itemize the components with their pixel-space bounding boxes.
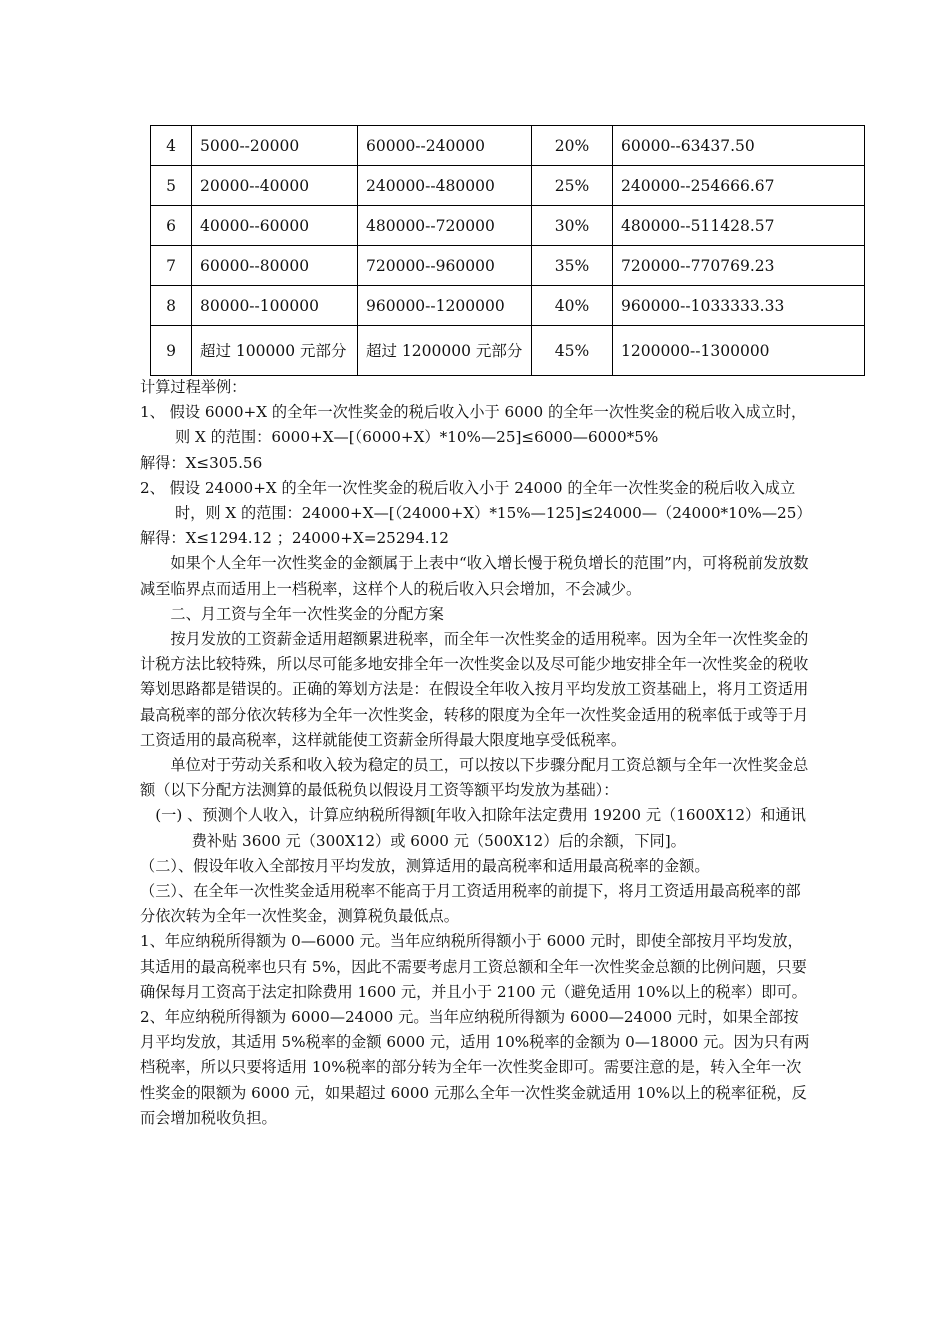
critical-range-cell: 960000--1033333.33 xyxy=(613,286,865,326)
section-label: 计算过程举例： xyxy=(140,378,247,396)
annual-range-cell: 超过 1200000 元部分 xyxy=(358,326,532,376)
rate-cell: 25% xyxy=(532,166,613,206)
rate-cell: 20% xyxy=(532,126,613,166)
monthly-range-cell: 60000--80000 xyxy=(192,246,358,286)
step-3: （三）、在全年一次性奖金适用税率不能高于月工资适用税率的前提下，将月工资适用最高税率的部分依次转为全年一次性奖金，测算税负最低点。 xyxy=(140,882,801,926)
example-1-solution: 解得：X≤305.56 xyxy=(140,453,263,472)
tax-rate-table xyxy=(150,125,865,376)
example-1: 1、 假设 6000+X 的全年一次性奖金的税后收入小于 6000 的全年一次性奖金的税后收入成立时，则 X 的范围：6000+X—[（6000+X）*10%—25]≤6000—6000*5% xyxy=(140,403,807,447)
step-2: （二）、假设年收入全部按月平均发放，测算适用的最高税率和适用最高税率的金额。 xyxy=(140,856,710,875)
level-cell: 8 xyxy=(151,286,192,326)
level-cell: 9 xyxy=(151,326,192,376)
monthly-range-cell: 40000--60000 xyxy=(192,206,358,246)
level-cell: 5 xyxy=(151,166,192,206)
example-2: 2、 假设 24000+X 的全年一次性奖金的税后收入小于 24000 的全年一次性奖金的税后收入成立时，则 X 的范围：24000+X—[（24000+X）*15%—125]≤24000—（24000*10%—25） xyxy=(140,478,812,523)
critical-range-cell: 60000--63437.50 xyxy=(613,126,865,166)
monthly-range-cell: 超过 100000 元部分 xyxy=(192,326,358,376)
annual-range-cell: 60000--240000 xyxy=(358,126,532,166)
annual-range-cell: 240000--480000 xyxy=(358,166,532,206)
critical-range-cell: 720000--770769.23 xyxy=(613,246,865,286)
table-row xyxy=(151,206,865,246)
annual-range-cell: 720000--960000 xyxy=(358,246,532,286)
rate-cell: 35% xyxy=(532,246,613,286)
critical-range-cell: 480000--511428.57 xyxy=(613,206,865,246)
monthly-range-cell: 20000--40000 xyxy=(192,166,358,206)
table-row xyxy=(151,166,865,206)
table-row xyxy=(151,326,865,376)
table-row xyxy=(151,286,865,326)
monthly-range-cell: 5000--20000 xyxy=(192,126,358,166)
case-2: 2、年应纳税所得额为 6000—24000 元。当年应纳税所得额为 6000—24000 元时，如果全部按月平均发放，其适用 5%税率的金额 6000 元，适用 10%税率的金额为 0—18000 元。因为只有两档税率，所以只要将适用 10%税率的部分转为全年一次性奖金即可。需要注意的是，转入全年一次性奖金的限额为 6000 元，如果超过 6000 元那么全年一次性奖金就适用 10%以上的税率征税，反而会增加税收负担。 xyxy=(140,1008,810,1127)
level-cell: 7 xyxy=(151,246,192,286)
monthly-range-cell: 80000--100000 xyxy=(192,286,358,326)
rate-cell: 45% xyxy=(532,326,613,376)
body-text xyxy=(140,375,812,1131)
example-2-solution: 解得：X≤1294.12 ；24000+X=25294.12 xyxy=(140,529,449,548)
paragraph: 按月发放的工资薪金适用超额累进税率，而全年一次性奖金的适用税率。因为全年一次性奖金的计税方法比较特殊，所以尽可能多地安排全年一次性奖金以及尽可能少地安排全年一次性奖金的税收筹划思路都是错误的。正确的筹划方法是：在假设全年收入按月平均发放工资基础上，将月工资适用最高税率的部分依次转移为全年一次性奖金，转移的限度为全年一次性奖金适用的税率低于或等于月工资适用的最高税率，这样就能使工资薪金所得最大限度地享受低税率。 xyxy=(140,630,809,749)
annual-range-cell: 480000--720000 xyxy=(358,206,532,246)
critical-range-cell: 1200000--1300000 xyxy=(613,326,865,376)
table-row xyxy=(151,126,865,166)
level-cell: 6 xyxy=(151,206,192,246)
level-cell: 4 xyxy=(151,126,192,166)
table-row xyxy=(151,246,865,286)
case-1: 1、年应纳税所得额为 0—6000 元。当年应纳税所得额小于 6000 元时，即使全部按月平均发放，其适用的最高税率也只有 5%，因此不需要考虑月工资总额和全年一次性奖金总额的比例问题，只要确保每月工资高于法定扣除费用 1600 元，并且小于 2100 元（避免适用 10%以上的税率）即可。 xyxy=(140,932,807,1001)
annual-range-cell: 960000--1200000 xyxy=(358,286,532,326)
critical-range-cell: 240000--254666.67 xyxy=(613,166,865,206)
paragraph: 如果个人全年一次性奖金的金额属于上表中“收入增长慢于税负增长的范围”内，可将税前发放数减至临界点而适用上一档税率，这样个人的税后收入只会增加，不会减少。 xyxy=(140,554,809,598)
rate-cell: 30% xyxy=(532,206,613,246)
rate-cell: 40% xyxy=(532,286,613,326)
section-heading: 二、月工资与全年一次性奖金的分配方案 xyxy=(170,604,444,623)
paragraph: 单位对于劳动关系和收入较为稳定的员工，可以按以下步骤分配月工资总额与全年一次性奖金总额（以下分配方法测算的最低税负以假设月工资等额平均发放为基础）： xyxy=(140,756,809,800)
step-1: (一) 、预测个人收入，计算应纳税所得额[年收入扣除年法定费用 19200 元（1600X12）和通讯费补贴 3600 元（300X12）或 6000 元（500X12）后的余额，下同]。 xyxy=(155,806,806,850)
